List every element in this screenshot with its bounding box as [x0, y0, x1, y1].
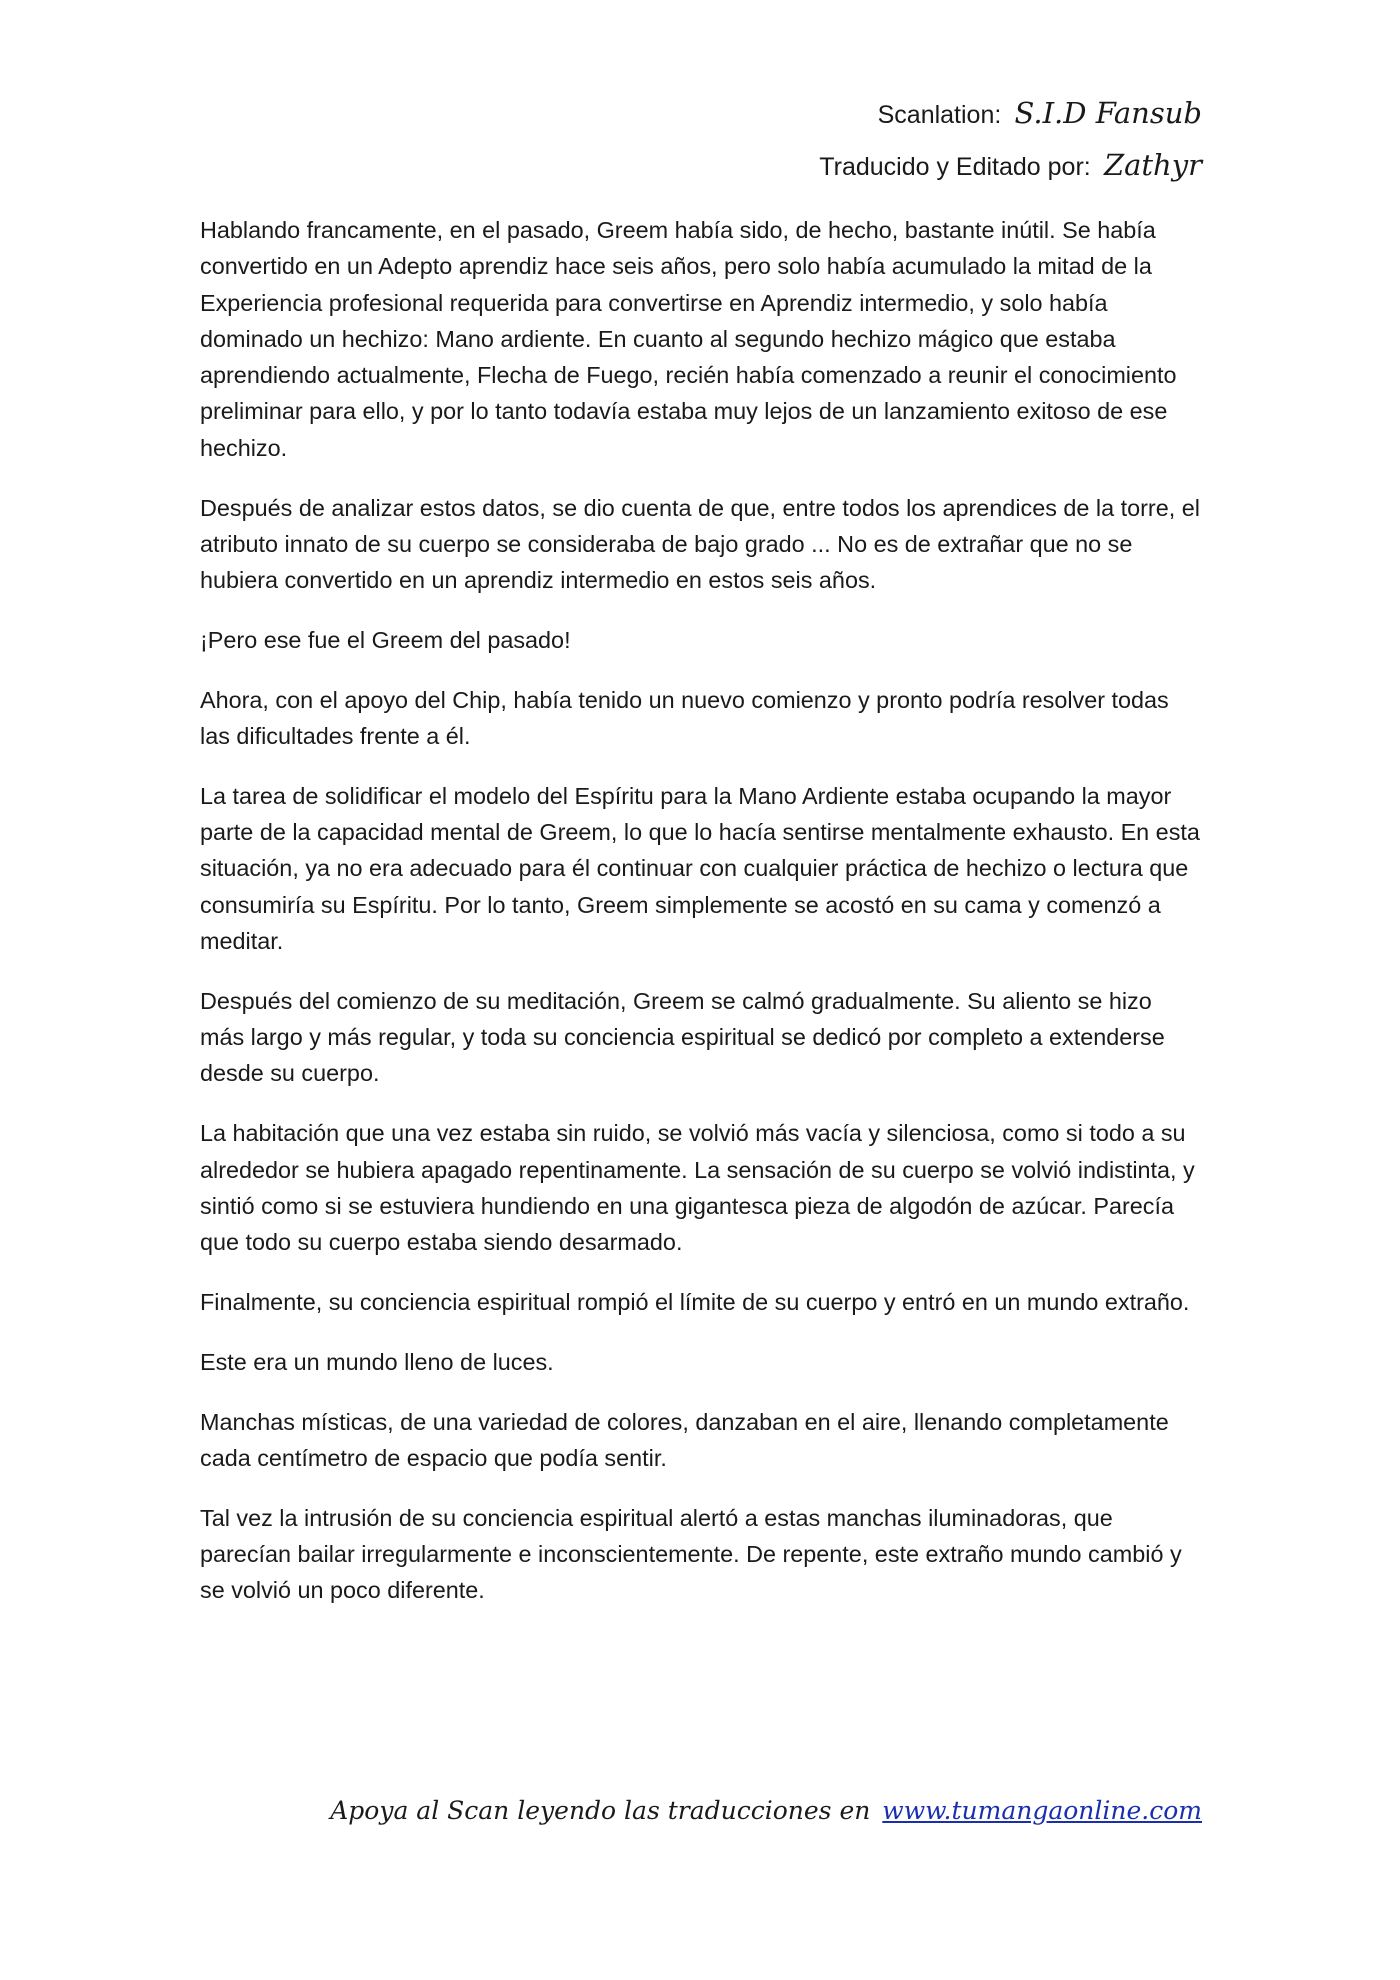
paragraph-8: Finalmente, su conciencia espiritual rompió el límite de su cuerpo y entró en un mundo extraño.: [200, 1288, 1190, 1315]
scanlation-label: Scanlation:: [877, 101, 1002, 129]
credits-header: [819, 88, 1202, 192]
scanlation-credit: [819, 88, 1202, 140]
paragraph-3: ¡Pero ese fue el Greem del pasado!: [200, 626, 571, 653]
tumangaonline-link[interactable]: www.tumangaonline.com: [882, 1796, 1202, 1825]
translator-label: Traducido y Editado por:: [819, 153, 1091, 181]
paragraph-10: Manchas místicas, de una variedad de colores, danzaban en el aire, llenando completamente cada centímetro de espacio que podía sentir.: [200, 1408, 1169, 1471]
paragraph-7: La habitación que una vez estaba sin ruido, se volvió más vacía y silenciosa, como si todo a su alrededor se hubiera apagado repentinamente. La sensación de su cuerpo se volvió indistinta, y sintió como si se estuviera hundiendo en una gigantesca pieza de algodón de azúcar. Parecía que todo su cuerpo estaba siendo desarmado.: [200, 1120, 1195, 1256]
paragraph-1: Hablando francamente, en el pasado, Greem había sido, de hecho, bastante inútil. Se había convertido en un Adepto aprendiz hace seis años, pero solo había acumulado la mitad de la Experiencia profesional requerida para convertirse en Aprendiz intermedio, y solo había dominado un hechizo: Mano ardiente. En cuanto al segundo hechizo mágico que estaba aprendiendo actualmente, Flecha de Fuego, recién había comenzado a reunir el conocimiento preliminar para ello, y por lo tanto todavía estaba muy lejos de un lanzamiento exitoso de ese hechizo.: [200, 217, 1177, 461]
paragraph-2: Después de analizar estos datos, se dio cuenta de que, entre todos los aprendices de la torre, el atributo innato de su cuerpo se consideraba de bajo grado ... No es de extrañar que no se hubiera convertido en un aprendiz intermedio en estos seis años.: [200, 494, 1200, 594]
translator-credit: [819, 140, 1202, 192]
chapter-body: [200, 212, 1200, 1632]
paragraph-5: La tarea de solidificar el modelo del Espíritu para la Mano Ardiente estaba ocupando la mayor parte de la capacidad mental de Greem, lo que lo hacía sentirse mentalmente exhausto. En esta situación, ya no era adecuado para él continuar con cualquier práctica de hechizo o lectura que consumiría su Espíritu. Por lo tanto, Greem simplemente se acostó en su cama y comenzó a meditar.: [200, 782, 1200, 955]
scanlation-group-name: S.I.D Fansub: [1014, 96, 1202, 130]
paragraph-6: Después del comienzo de su meditación, Greem se calmó gradualmente. Su aliento se hizo más largo y más regular, y toda su conciencia espiritual se dedicó por completo a extenderse desde su cuerpo.: [200, 987, 1165, 1087]
footer-text: Apoya al Scan leyendo las traducciones en: [330, 1796, 871, 1825]
paragraph-11: Tal vez la intrusión de su conciencia espiritual alertó a estas manchas iluminadoras, que parecían bailar irregularmente e inconscientemente. De repente, este extraño mundo cambió y se volvió un poco diferente.: [200, 1504, 1182, 1604]
paragraph-9: Este era un mundo lleno de luces.: [200, 1348, 554, 1375]
support-footer: [330, 1796, 1202, 1825]
paragraph-4: Ahora, con el apoyo del Chip, había tenido un nuevo comienzo y pronto podría resolver todas las dificultades frente a él.: [200, 686, 1169, 750]
translator-name: Zathyr: [1103, 148, 1202, 182]
